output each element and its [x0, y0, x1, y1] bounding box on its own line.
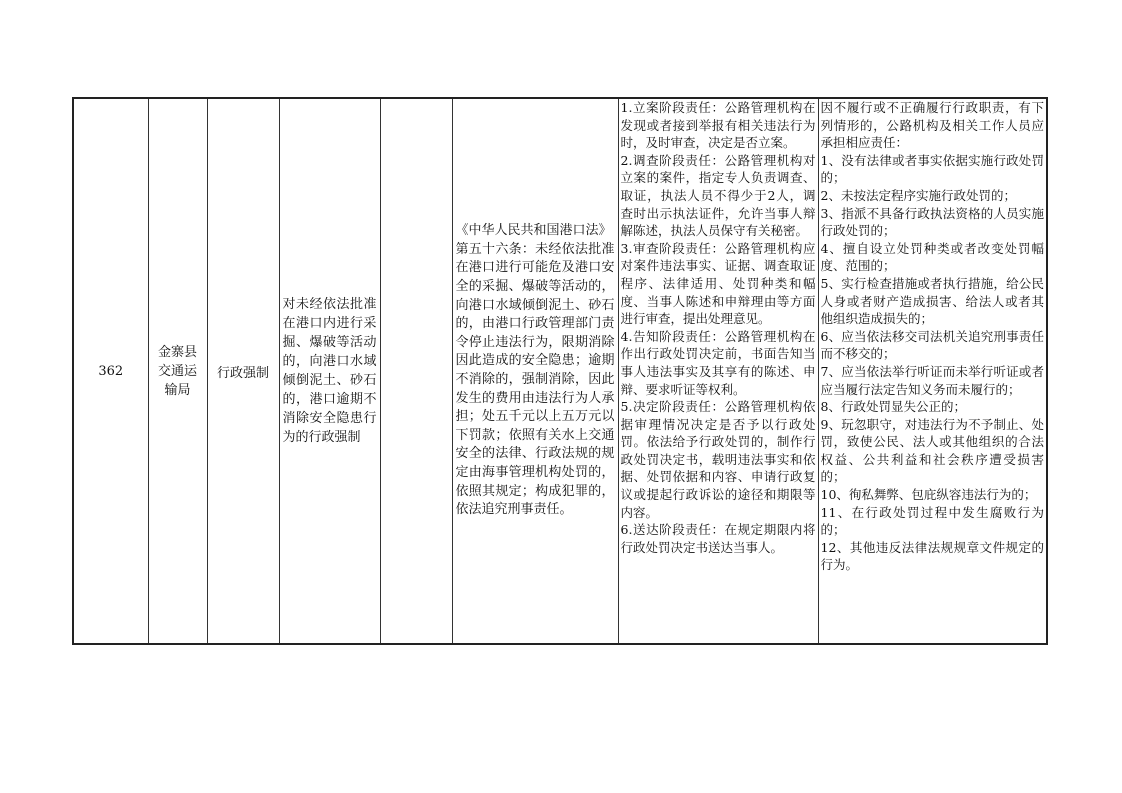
legal-basis-cell: [452, 98, 618, 644]
legal-basis-text: 《中华人民共和国港口法》 第五十六条：未经依法批准在港口进行可能危及港口安全的采掘、爆破等活动的，向港口水域倾倒泥土、砂石的，由港口行政管理部门责令停止违法行为，限期消除因此造成的安全隐患；逾期不消除的，强制消除，因此发生的费用由违法行为人承担；处五千元以上五万元以下罚款；依照有关水上交通安全的法律、行政法规的规定由海事管理机构处罚的，依照其规定；构成犯罪的，依法追究刑事责任。: [455, 223, 615, 518]
row-number-cell: [73, 98, 148, 644]
department-name: 金寨县交通运输局: [157, 344, 197, 398]
accountability-cell: [818, 98, 1047, 644]
power-category: 行政强制: [216, 365, 269, 381]
responsibilities-clip: [621, 99, 816, 643]
sub-item-cell: [380, 98, 452, 644]
item-name-cell: [279, 98, 380, 644]
responsibilities-text: 1.立案阶段责任：公路管理机构在发现或者接到举报有相关违法行为时，及时审查，决定是否立案。 2.调查阶段责任：公路管理机构对立案的案件，指定专人负责调查、取证，执法人员不得少于2人，调查时出示执法证件，允许当事人辩解陈述，执法人员保守有关秘密。 3.审查阶段责任：公路管理机构应对案件违法事实、证据、调查取证程序、法律适用、处罚种类和幅度、当事人陈述和申辩理由等方面进行审查，提出处理意见。 4.告知阶段责任：公路管理机构在作出行政处罚决定前，书面告知当事人违法事实及其享有的陈述、申辩、要求听证等权利。 5.决定阶段责任：公路管理机构依据审理情况决定是否予以行政处罚。依法给予行政处罚的，制作行政处罚决定书，载明违法事实和依据、处罚依据和内容、申请行政复议或提起行政诉讼的途径和期限等内容。 6.送达阶段责任：在规定期限内将行政处罚决定书送达当事人。: [620, 100, 816, 555]
accountability-clip: [821, 99, 1045, 643]
power-item-name: 对未经依法批准在港口内进行采掘、爆破等活动的，向港口水域倾倒泥土、砂石的，港口逾期不消除安全隐患行为的行政强制: [282, 297, 377, 445]
category-cell: [207, 98, 279, 644]
row-number: 362: [98, 363, 124, 379]
department-cell: [148, 98, 207, 644]
responsibilities-cell: [618, 98, 818, 644]
accountability-text: 因不履行或不正确履行行政职责，有下列情形的，公路机构及相关工作人员应承担相应责任： 1、没有法律或者事实依据实施行政处罚的； 2、未按法定程序实施行政处罚的； 3、指派不具备行政执法资格的人员实施行政处罚的； 4、擅自设立处罚种类或者改变处罚幅度、范围的； 5、实行检查措施或者执行措施，给公民人身或者财产造成损害、给法人或者其他组织造成损失的； 6、应当依法移交司法机关追究刑事责任而不移交的； 7、应当依法举行听证而未举行听证或者应当履行法定告知义务而未履行的； 8、行政处罚显失公正的； 9、玩忽职守，对违法行为不予制止、处罚，致使公民、法人或其他组织的合法权益、公共利益和社会秩序遭受损害的； 10、徇私舞弊、包庇纵容违法行为的； 11、在行政处罚过程中发生腐败行为的； 12、其他违反法律法规规章文件规定的行为。: [820, 100, 1044, 573]
table-row: [73, 98, 1047, 644]
power-list-table: [72, 97, 1048, 645]
